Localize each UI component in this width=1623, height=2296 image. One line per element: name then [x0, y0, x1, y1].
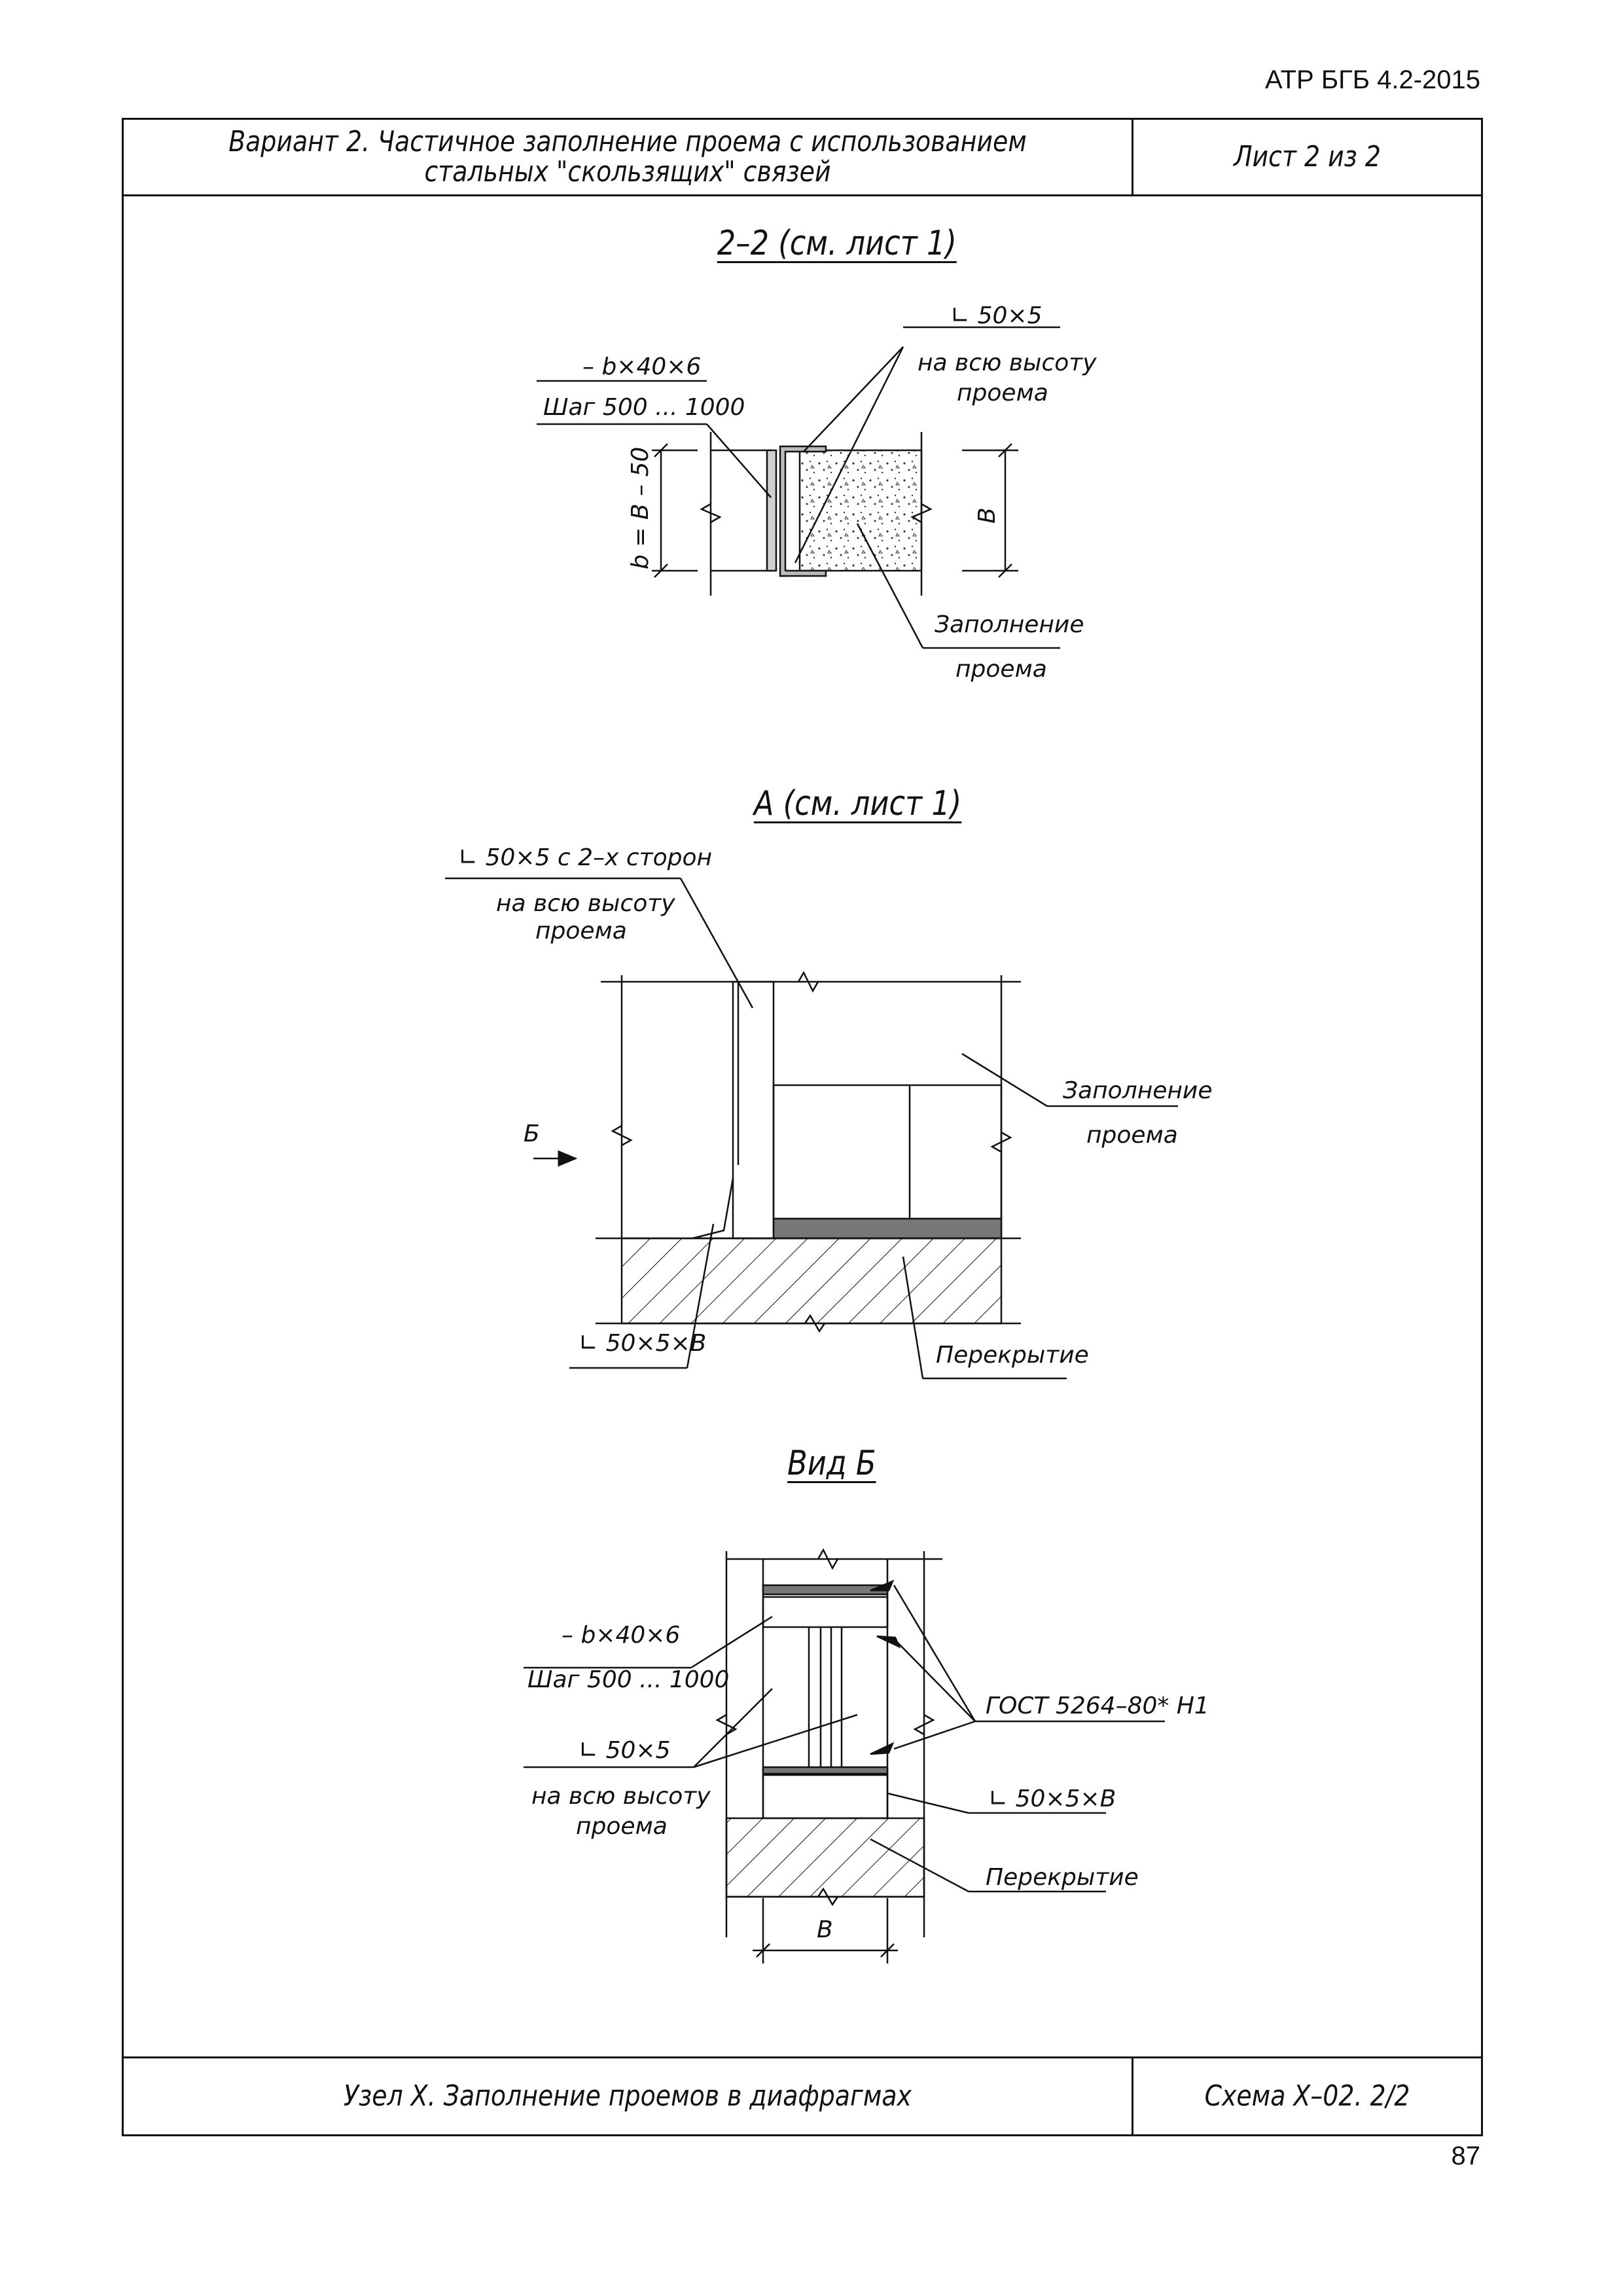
- label-full-height-1: на всю высоту: [918, 350, 1097, 376]
- label-full-height-1: на всю высоту: [496, 890, 675, 917]
- section-a-drawing: [445, 878, 1178, 1378]
- label-slab: Перекрытие: [936, 1342, 1089, 1369]
- header-title-line1: Вариант 2. Частичное заполнение проема с использованием: [228, 125, 1027, 158]
- weld-mark-3: [870, 1744, 893, 1754]
- footer-title: Узел X. Заполнение проемов в диафрагмах: [344, 2079, 912, 2113]
- label-strip: – b×40×6: [582, 353, 702, 380]
- label-dim-B: B: [974, 507, 1001, 524]
- infill-block: [800, 450, 921, 571]
- slab-hatch: [726, 1818, 924, 1897]
- leader-angle-2: [694, 1715, 857, 1767]
- label-angle-bottom: ∟ 50×5×B: [579, 1330, 707, 1357]
- strip-top: [763, 1585, 887, 1594]
- section-a-title: А (см. лист 1): [753, 784, 962, 823]
- label-infill-1: Заполнение: [935, 611, 1084, 638]
- label-strip: – b×40×6: [562, 1622, 681, 1649]
- base-angle-fill: [774, 1219, 1001, 1238]
- label-angle: ∟ 50×5: [579, 1737, 671, 1764]
- base-angle: [763, 1775, 887, 1818]
- label-full-height-2: проема: [535, 918, 627, 944]
- sheet-number: Лист 2 из 2: [1234, 140, 1381, 173]
- view-b-title: Вид Б: [787, 1444, 876, 1483]
- label-infill-1: Заполнение: [1063, 1077, 1213, 1104]
- leader-angle-1: [804, 347, 903, 452]
- leader-base: [887, 1793, 969, 1813]
- label-arrow-b: Б: [524, 1121, 540, 1147]
- label-full-height-1: на всю высоту: [531, 1783, 711, 1810]
- document-code: АТР БГБ 4.2-2015: [1265, 65, 1480, 94]
- label-angle-bottom: ∟ 50×5×B: [988, 1785, 1116, 1812]
- leader-weld-3: [894, 1721, 975, 1749]
- strip-bottom: [763, 1767, 887, 1774]
- slab-hatch: [622, 1238, 1001, 1323]
- leader-strip: [691, 1617, 772, 1668]
- label-full-height-2: проема: [576, 1813, 668, 1840]
- leader-weld-1: [894, 1585, 975, 1721]
- label-slab: Перекрытие: [986, 1864, 1139, 1891]
- angle-bottom: [780, 571, 826, 576]
- leader-infill: [962, 1054, 1047, 1106]
- leader-strip: [707, 424, 771, 497]
- leader-top: [681, 878, 753, 1008]
- label-step: Шаг 500 ... 1000: [527, 1666, 730, 1693]
- header-title-line2: стальных "скользящих" связей: [424, 155, 831, 188]
- label-infill-2: проема: [1086, 1122, 1178, 1149]
- steel-strip: [767, 450, 776, 571]
- label-weld: ГОСТ 5264–80* Н1: [986, 1693, 1209, 1719]
- label-infill-2: проема: [955, 656, 1047, 683]
- section-2-2-title: 2–2 (см. лист 1): [717, 224, 957, 263]
- page-number: 87: [1451, 2142, 1480, 2170]
- leader-weld-2: [897, 1641, 975, 1721]
- label-step: Шаг 500 ... 1000: [543, 394, 745, 421]
- strip-plate: [763, 1597, 887, 1627]
- label-angle-two-sides: ∟ 50×5 с 2–х сторон: [458, 844, 713, 871]
- scheme-number: Схема X–02. 2/2: [1204, 2079, 1410, 2113]
- label-dim-b: b = B – 50: [627, 446, 654, 569]
- label-angle: ∟ 50×5: [950, 302, 1043, 329]
- infill-blocks: [774, 1085, 1001, 1219]
- label-dim-B: B: [817, 1916, 833, 1943]
- label-full-height-2: проема: [957, 380, 1048, 406]
- angle-vertical: [733, 982, 774, 1238]
